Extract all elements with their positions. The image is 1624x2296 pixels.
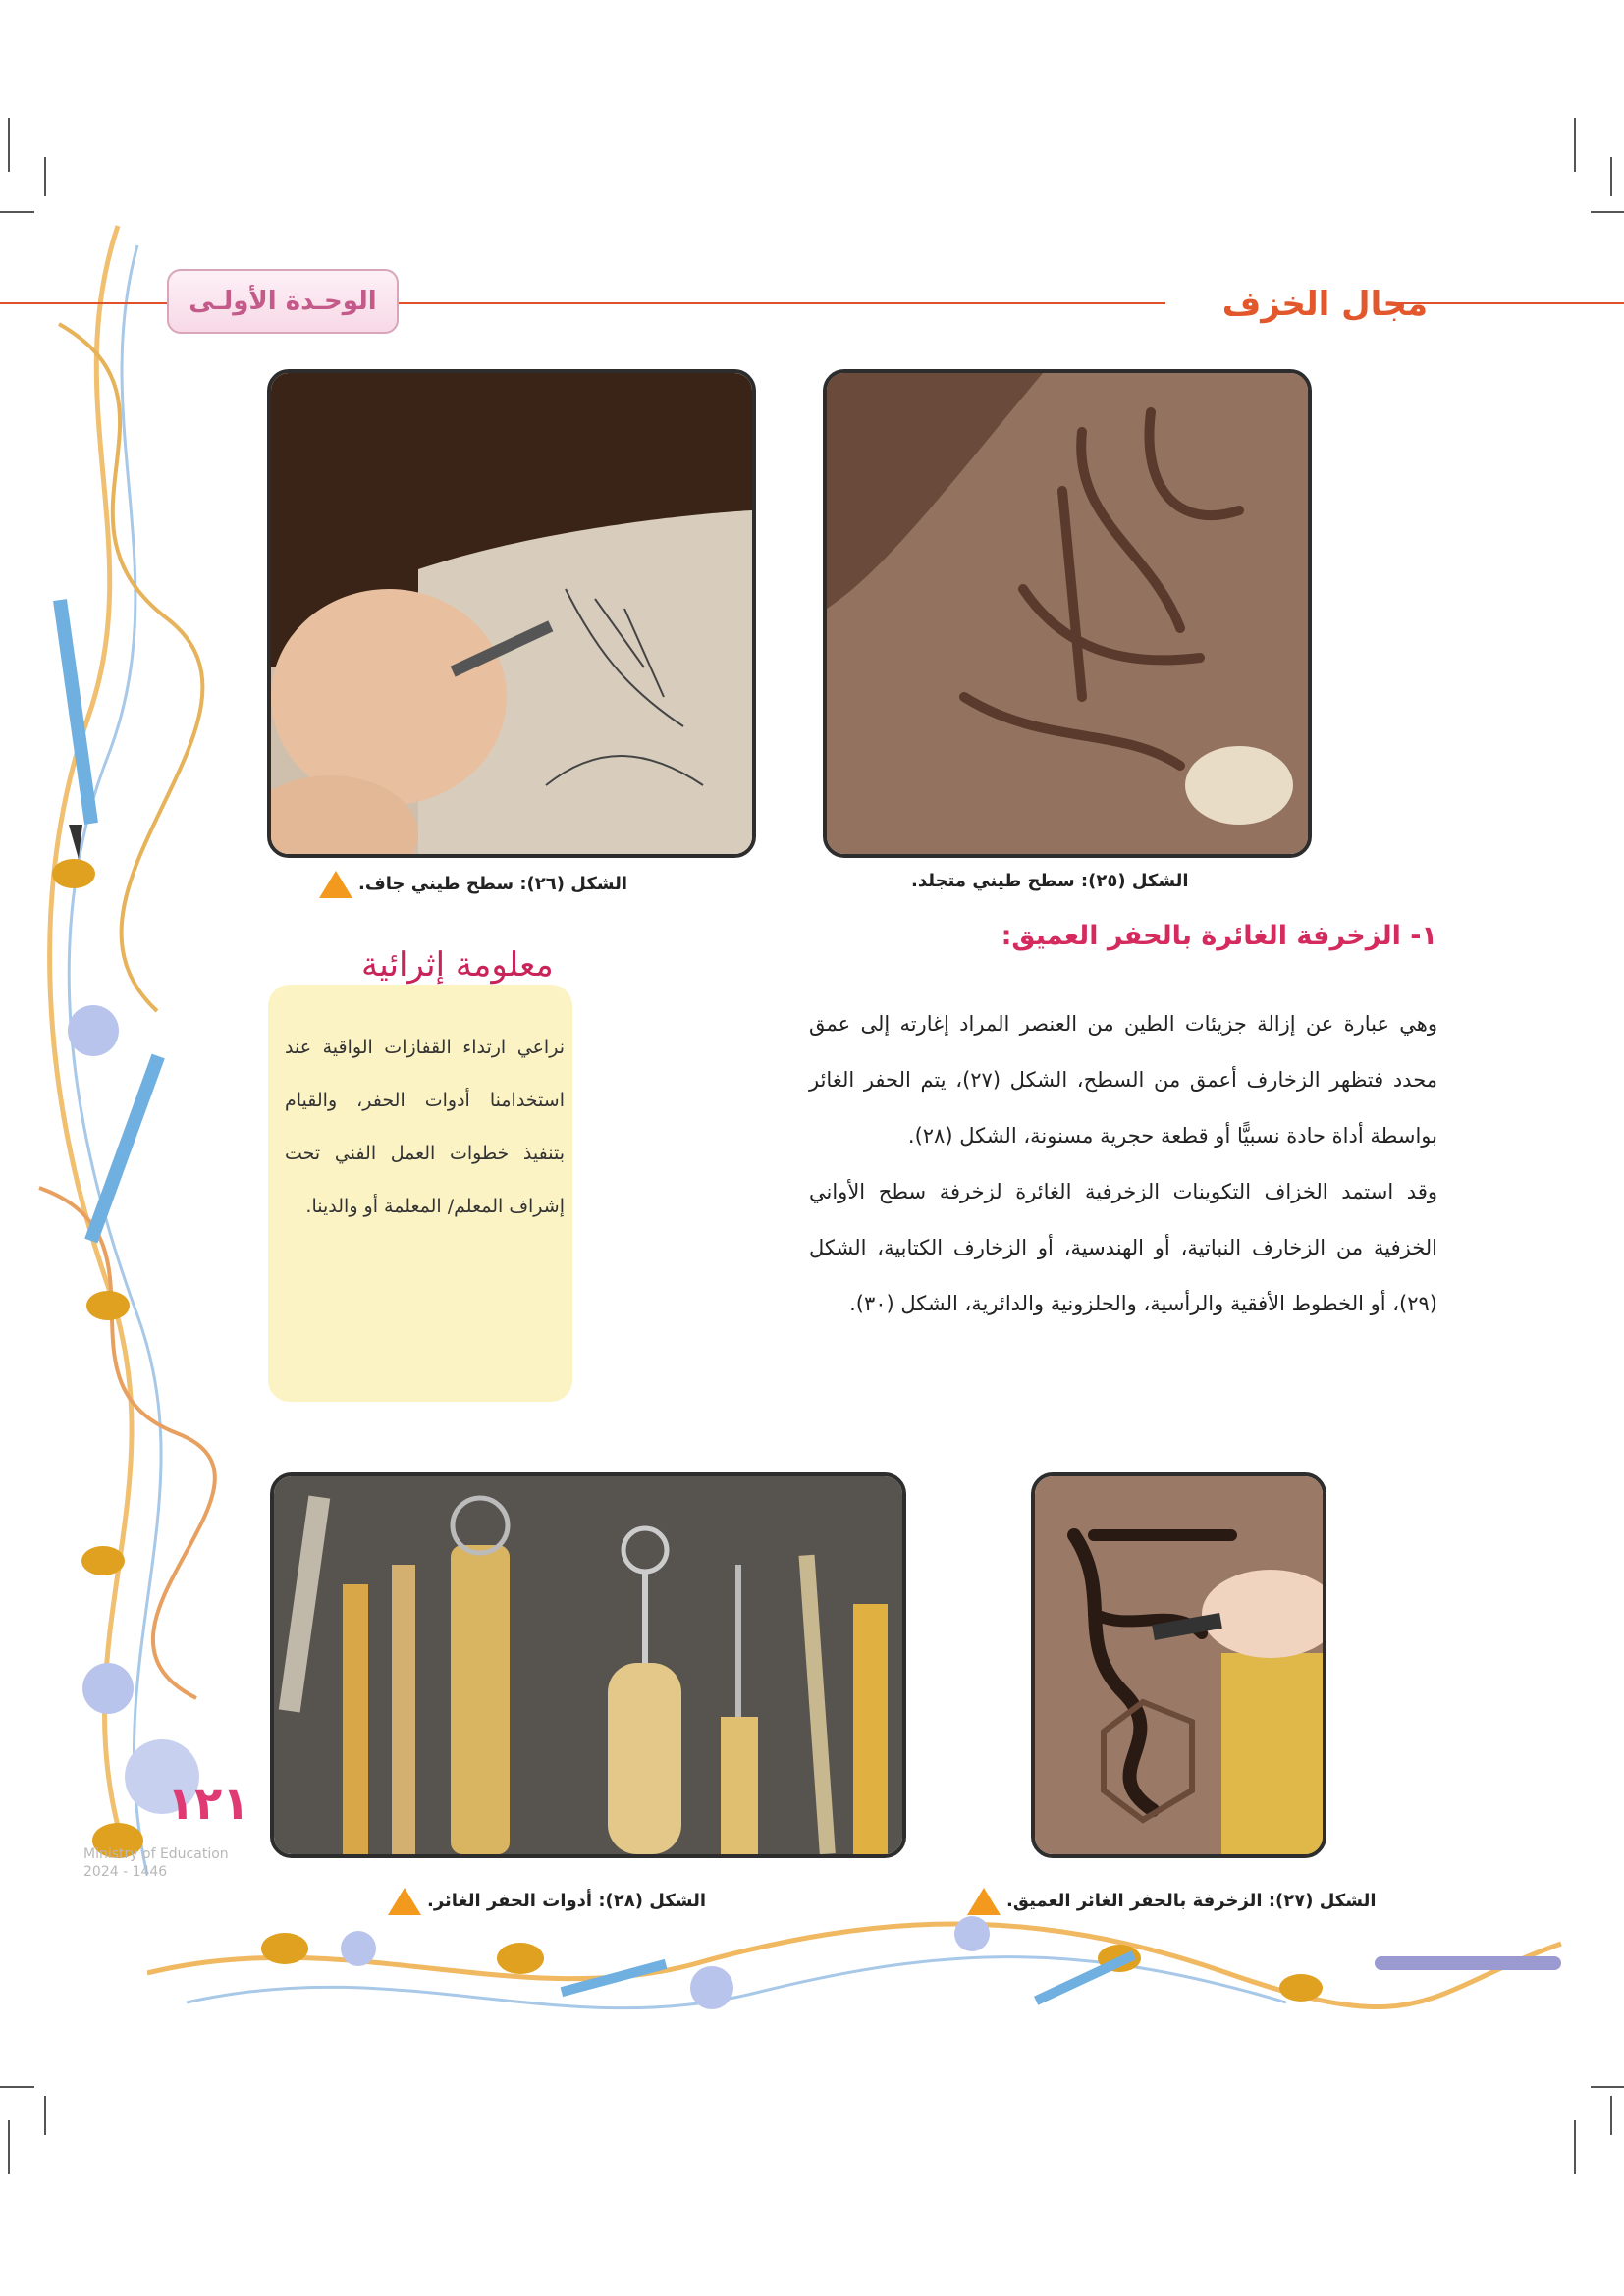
crop-mark [1610, 157, 1612, 196]
crop-mark [44, 157, 46, 196]
figure-28-caption [388, 1888, 706, 1915]
figure-27-photo [1031, 1472, 1326, 1858]
ministry-logo [83, 1845, 229, 1881]
decorative-border [0, 206, 295, 1934]
crop-mark [1591, 211, 1624, 213]
crop-mark [0, 2086, 34, 2088]
crop-mark [8, 2120, 10, 2174]
unit-badge [167, 269, 399, 334]
figure-28-photo [270, 1472, 906, 1858]
paragraph: وقد استمد الخزاف التكوينات الزخرفية الغائرة لزخرفة سطح الأواني الخزفية من الزخارف النباتية، أو الهندسية، أو الزخارف الكتابية، الشكل (٢٩)، أو الخطوط الأفقية والرأسية، والحلزونية والدائرية، الشكل (٣٠). [809, 1180, 1437, 1315]
figure-27-image [1035, 1476, 1323, 1854]
crop-mark [1574, 2120, 1576, 2174]
figure-27-caption [967, 1888, 1377, 1915]
warning-triangle-icon [967, 1888, 1001, 1915]
figure-25-caption [911, 871, 1189, 891]
crop-mark [44, 2096, 46, 2135]
crop-mark [1591, 2086, 1624, 2088]
page-number: ١٢١ [167, 1777, 250, 1830]
warning-triangle-icon [319, 871, 352, 898]
warning-triangle-icon [388, 1888, 421, 1915]
figure-27-caption-text: الشكل (٢٧): الزخرفة بالحفر الغائر العميق. [1006, 1891, 1377, 1911]
figure-26-caption [319, 871, 627, 898]
section-body [809, 996, 1437, 1332]
header-rule-mid [395, 302, 1165, 304]
figure-25-photo [823, 369, 1312, 858]
figure-26-caption-text: الشكل (٢٦): سطح طيني جاف. [358, 874, 628, 894]
ministry-logo-line1: Ministry of Education [83, 1846, 229, 1862]
field-title: مجال الخزف [1221, 285, 1428, 324]
figure-26-photo [267, 369, 756, 858]
figure-28-caption-text: الشكل (٢٨): أدوات الحفر الغائر. [427, 1891, 707, 1911]
figure-25-caption-text: الشكل (٢٥): سطح طيني متجلد. [911, 871, 1189, 891]
ministry-logo-line2: 2024 - 1446 [83, 1864, 168, 1880]
section-title: ١- الزخرفة الغائرة بالحفر العميق: [1001, 921, 1437, 951]
header-rule-left [0, 302, 167, 304]
info-text: نراعي ارتداء القفازات الواقية عند استخدامنا أدوات الحفر، والقيام بتنفيذ خطوات العمل الفني تحت إشراف المعلم/ المعلمة أو والدينا. [285, 1037, 565, 1217]
info-title: معلومة إثرائية [361, 945, 554, 985]
figure-25-image [827, 373, 1308, 854]
figure-26-image [271, 373, 752, 854]
header-rule-right [1394, 302, 1624, 304]
crop-mark [1574, 118, 1576, 172]
crop-mark [8, 118, 10, 172]
paragraph: وهي عبارة عن إزالة جزيئات الطين من العنصر المراد إغارته إلى عمق محدد فتظهر الزخارف أعمق من السطح، الشكل (٢٧)، يتم الحفر الغائر بواسطة أداة حادة نسبيًّا أو قطعة حجرية مسنونة، الشكل (٢٨). [809, 1012, 1437, 1148]
unit-label: الوحـدة الأولـى [189, 287, 377, 316]
figure-28-image [274, 1476, 902, 1854]
crop-mark [1610, 2096, 1612, 2135]
